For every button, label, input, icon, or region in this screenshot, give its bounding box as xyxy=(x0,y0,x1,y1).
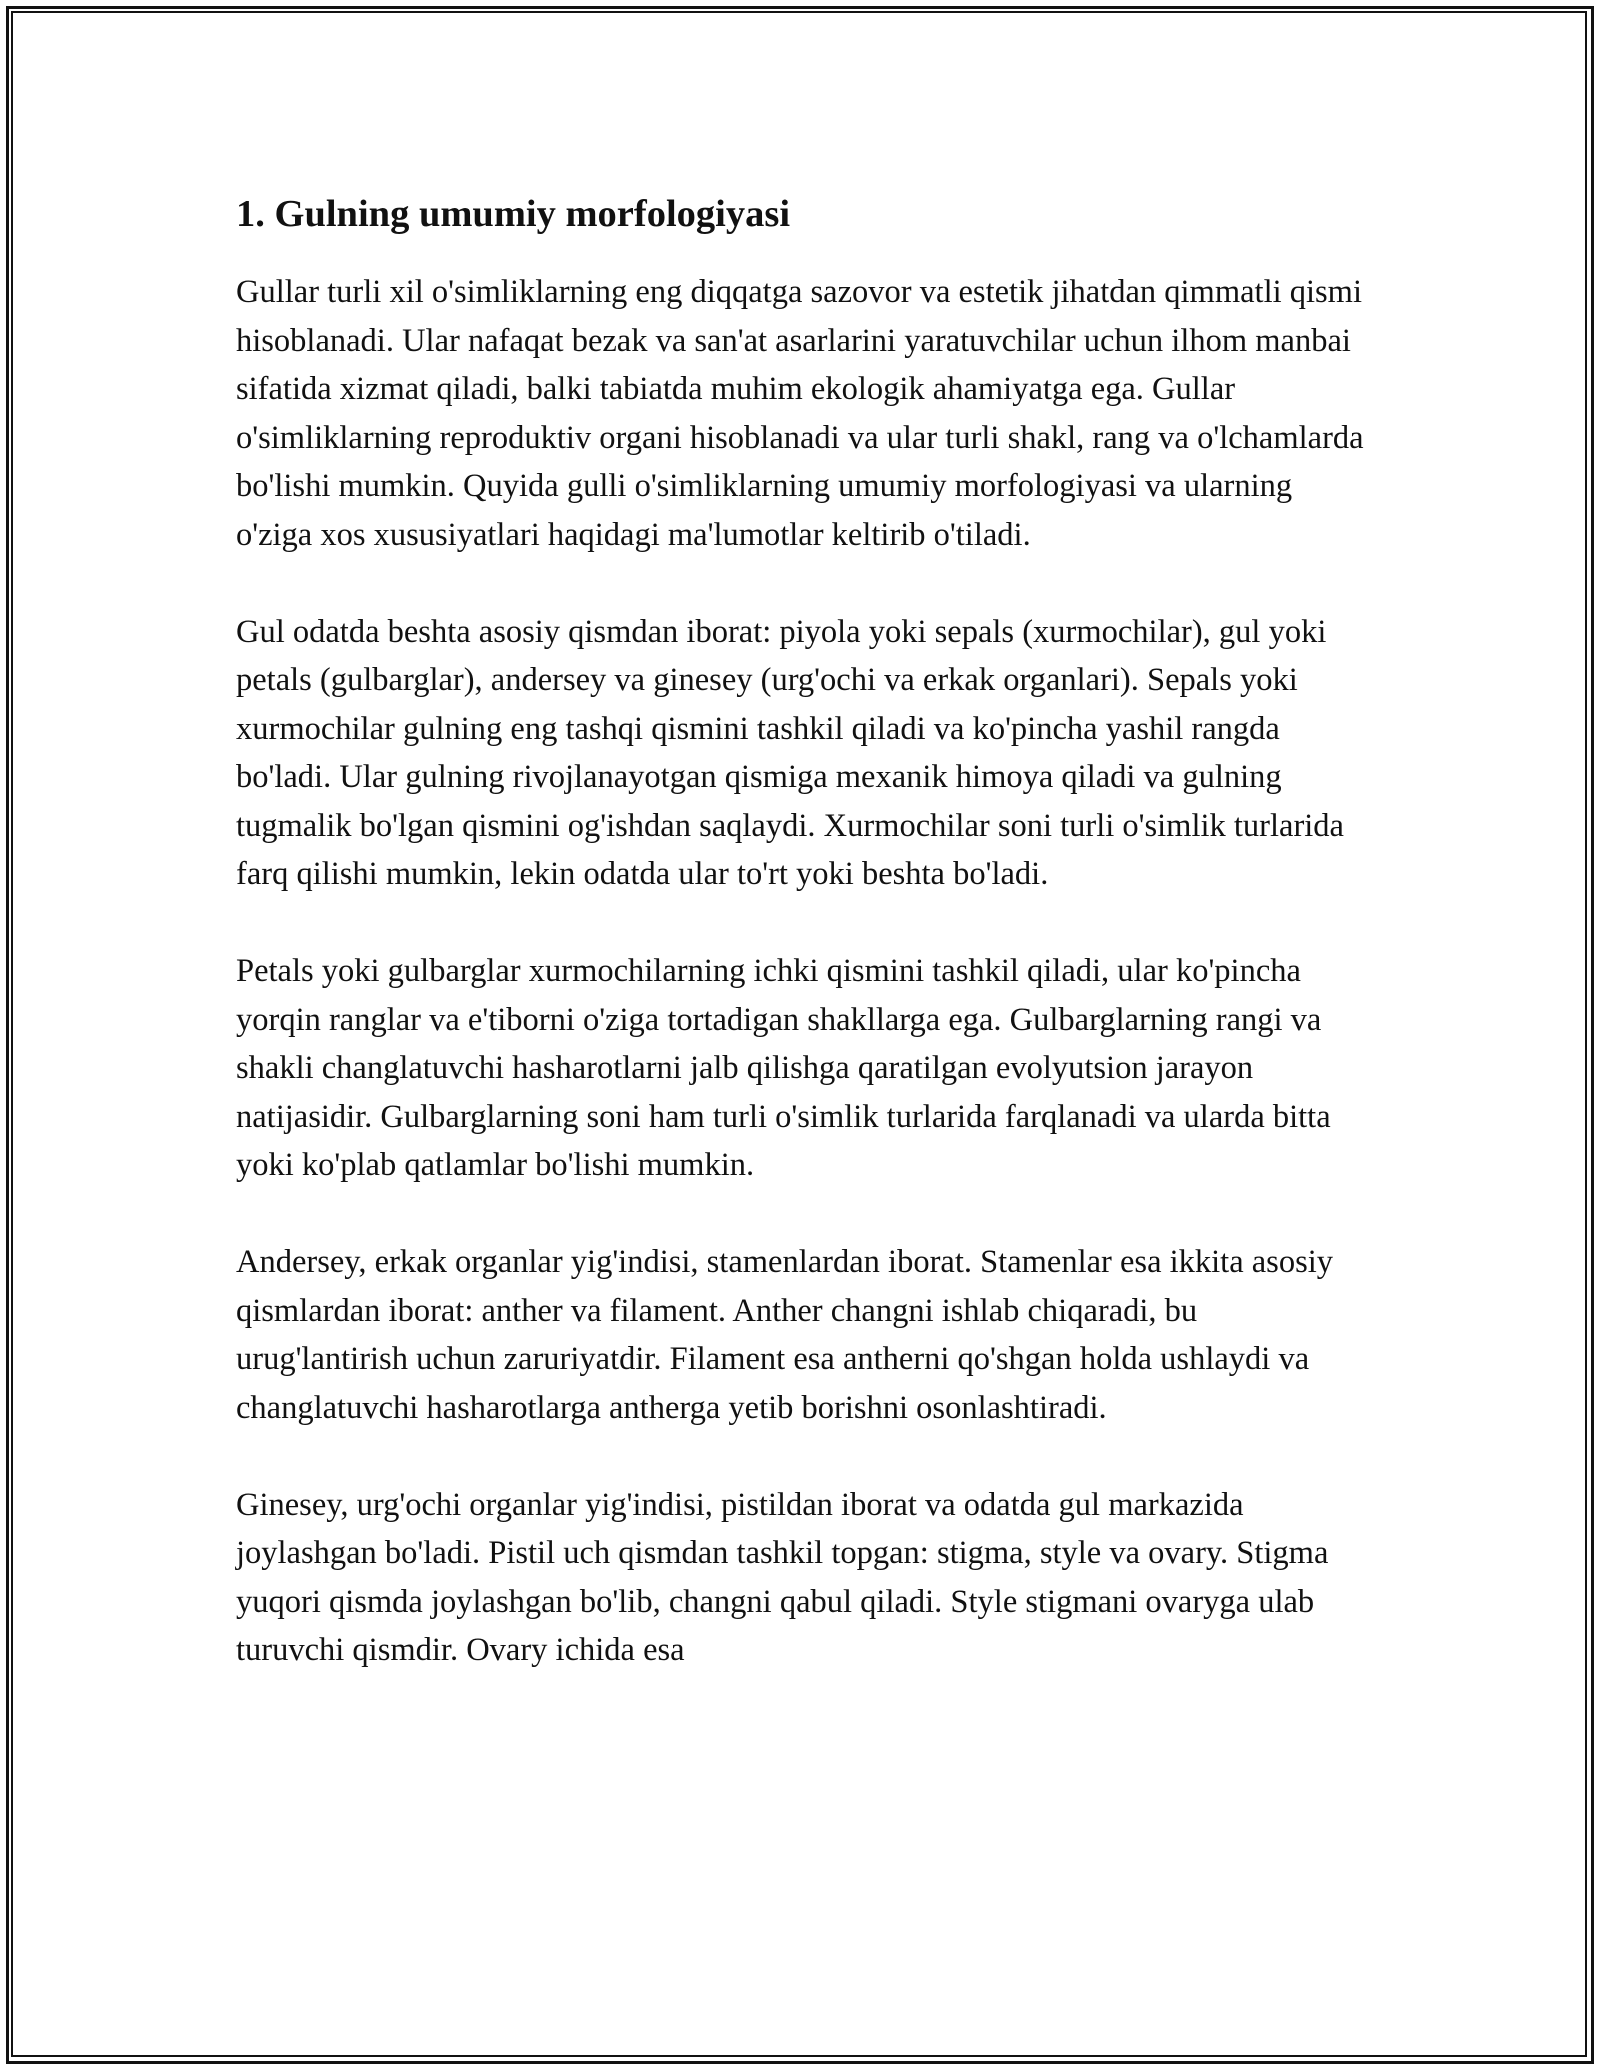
section-heading: 1. Gulning umumiy morfologiyasi xyxy=(236,193,791,235)
paragraph-sepals: Gul odatda beshta asosiy qismdan iborat: piyola yoki sepals (xurmochilar), gul yoki petals (gulbarglar), andersey va ginesey (urg'ochi va erkak organlari). Sepals yoki xurmochilar gulning eng tashqi qismini tashkil qiladi va ko'pincha yashil rangda bo'ladi. Ular gulning rivojlanayotgan qismiga mexanik himoya qiladi va gulning tugmalik bo'lgan qismini og'ishdan saqlaydi. Xurmochilar soni turli o'simlik turlarida farq qilishi mumkin, lekin odatda ular to'rt yoki beshta bo'ladi. xyxy=(236,613,1344,892)
document-body xyxy=(236,186,1366,1723)
paragraph-gynoecium: Ginesey, urg'ochi organlar yig'indisi, pistildan iborat va odatda gul markazida joylashgan bo'ladi. Pistil uch qismdan tashkil topgan: stigma, style va ovary. Stigma yuqori qismda joylashgan bo'lib, changni qabul qiladi. Style stigmani ovaryga ulab turuvchi qismdir. Ovary ichida esa xyxy=(236,1486,1329,1668)
paragraph-intro: Gullar turli xil o'simliklarning eng diqqatga sazovor va estetik jihatdan qimmatli qismi hisoblanadi. Ular nafaqat bezak va san'at asarlarini yaratuvchilar uchun ilhom manbai sifatida xizmat qiladi, balki tabiatda muhim ekologik ahamiyatga ega. Gullar o'simliklarning reproduktiv organi hisoblanadi va ular turli shakl, rang va o'lchamlarda bo'lishi mumkin. Quyida gulli o'simliklarning umumiy morfologiyasi va ularning o'ziga xos xususiyatlari haqidagi ma'lumotlar keltirib o'tiladi. xyxy=(236,274,1364,553)
paragraph-petals: Petals yoki gulbarglar xurmochilarning ichki qismini tashkil qiladi, ular ko'pincha yorqin ranglar va e'tiborni o'ziga tortadigan shakllarga ega. Gulbarglarning rangi va shakli changlatuvchi hasharotlarni jalb qilishga qaratilgan evolyutsion jarayon natijasidir. Gulbarglarning soni ham turli o'simlik turlarida farqlanadi va ularda bitta yoki ko'plab qatlamlar bo'lishi mumkin. xyxy=(236,953,1331,1183)
paragraph-androecium: Andersey, erkak organlar yig'indisi, stamenlardan iborat. Stamenlar esa ikkita asosiy qismlardan iborat: anther va filament. Anther changni ishlab chiqaradi, bu urug'lantirish uchun zaruriyatdir. Filament esa antherni qo'shgan holda ushlaydi va changlatuvchi hasharotlarga antherga yetib borishni osonlashtiradi. xyxy=(236,1244,1334,1426)
